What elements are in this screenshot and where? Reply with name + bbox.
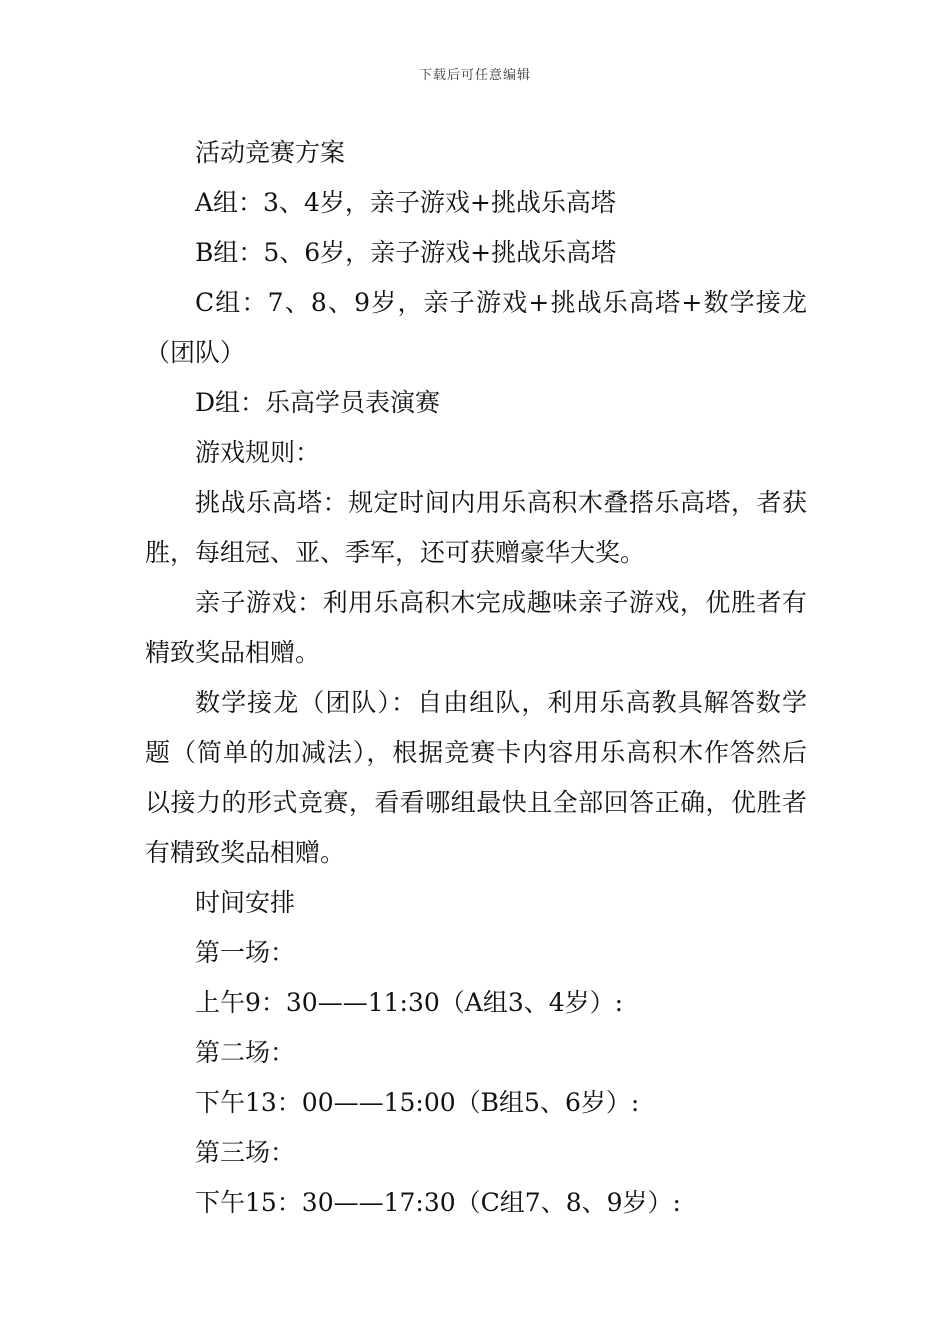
schedule-heading: 时间安排 — [195, 888, 296, 917]
session-2-label: 第二场： — [195, 1038, 296, 1067]
page-header: 下载后可任意编辑 — [418, 68, 531, 83]
document-body — [145, 128, 807, 1228]
group-c-line: C组：7、8、9岁，亲子游戏+挑战乐高塔+数学接龙（团队） — [145, 288, 807, 367]
section-title: 活动竞赛方案 — [195, 138, 346, 167]
session-1-time: 上午9：30——11:30（A组3、4岁）: — [195, 988, 624, 1017]
group-a-line: A组：3、4岁，亲子游戏+挑战乐高塔 — [195, 188, 616, 217]
rule-parent-child-game: 亲子游戏：利用乐高积木完成趣味亲子游戏，优胜者有精致奖品相赠。 — [145, 588, 807, 667]
group-d-line: D组：乐高学员表演赛 — [195, 388, 441, 417]
rule-math-relay: 数学接龙（团队）：自由组队，利用乐高教具解答数学题（简单的加减法），根据竞赛卡内容用乐高积木作答然后以接力的形式竞赛，看看哪组最快且全部回答正确，优胜者有精致奖品相赠。 — [145, 688, 807, 867]
session-3-label: 第三场： — [195, 1138, 296, 1167]
session-1-label: 第一场： — [195, 938, 296, 967]
session-2-time: 下午13：00——15:00（B组5、6岁）: — [195, 1088, 640, 1117]
group-b-line: B组：5、6岁，亲子游戏+挑战乐高塔 — [195, 238, 617, 267]
rule-lego-tower: 挑战乐高塔：规定时间内用乐高积木叠搭乐高塔，者获胜，每组冠、亚、季军，还可获赠豪华大奖。 — [145, 488, 807, 567]
session-3-time: 下午15：30——17:30（C组7、8、9岁）: — [195, 1188, 681, 1217]
rules-heading: 游戏规则： — [195, 438, 321, 467]
